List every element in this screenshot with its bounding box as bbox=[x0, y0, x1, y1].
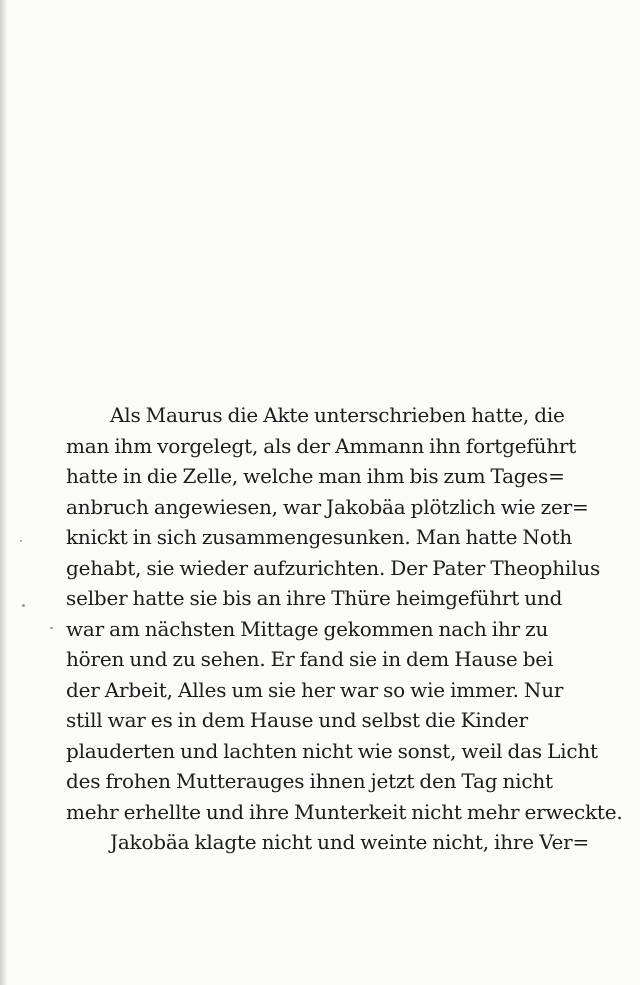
text-line: man ihm vorgelegt, als der Ammann ihn fortgeführt bbox=[66, 433, 577, 458]
page-edge-shadow bbox=[0, 0, 7, 985]
text-line: gehabt, sie wieder aufzurichten. Der Pater Theophilus bbox=[66, 555, 601, 580]
text-line: anbruch angewiesen, war Jakobäa plötzlich wie zer= bbox=[66, 494, 589, 519]
text-line: still war es in dem Hause und selbst die Kinder bbox=[66, 708, 528, 732]
print-speck bbox=[20, 540, 22, 542]
text-line: selber hatte sie bis an ihre Thüre heimgeführt und bbox=[66, 586, 563, 610]
text-line: knickt in sich zusammengesunken. Man hatte Noth bbox=[66, 525, 573, 549]
text-line: mehr erhellte und ihre Munterkeit nicht mehr erweckte. bbox=[66, 799, 623, 824]
text-line: plauderten und lachten nicht wie sonst, weil das Licht bbox=[66, 738, 598, 763]
text-line: war am nächsten Mittage gekommen nach ihr zu bbox=[66, 616, 549, 641]
text-line: hatte in die Zelle, welche man ihm bis zum Tages= bbox=[66, 464, 565, 488]
text-line: der Arbeit, Alles um sie her war so wie immer. Nur bbox=[66, 677, 564, 702]
text-line: hören und zu sehen. Er fand sie in dem Hause bei bbox=[66, 647, 554, 671]
text-line: Jakobäa klagte nicht und weinte nicht, ihre Ver= bbox=[110, 830, 590, 854]
text-line: des frohen Mutterauges ihnen jetzt den Tag nicht bbox=[66, 769, 553, 793]
print-speck bbox=[22, 604, 25, 607]
body-text bbox=[66, 400, 623, 858]
text-line: Als Maurus die Akte unterschrieben hatte, die bbox=[110, 403, 565, 427]
print-speck bbox=[50, 627, 53, 629]
